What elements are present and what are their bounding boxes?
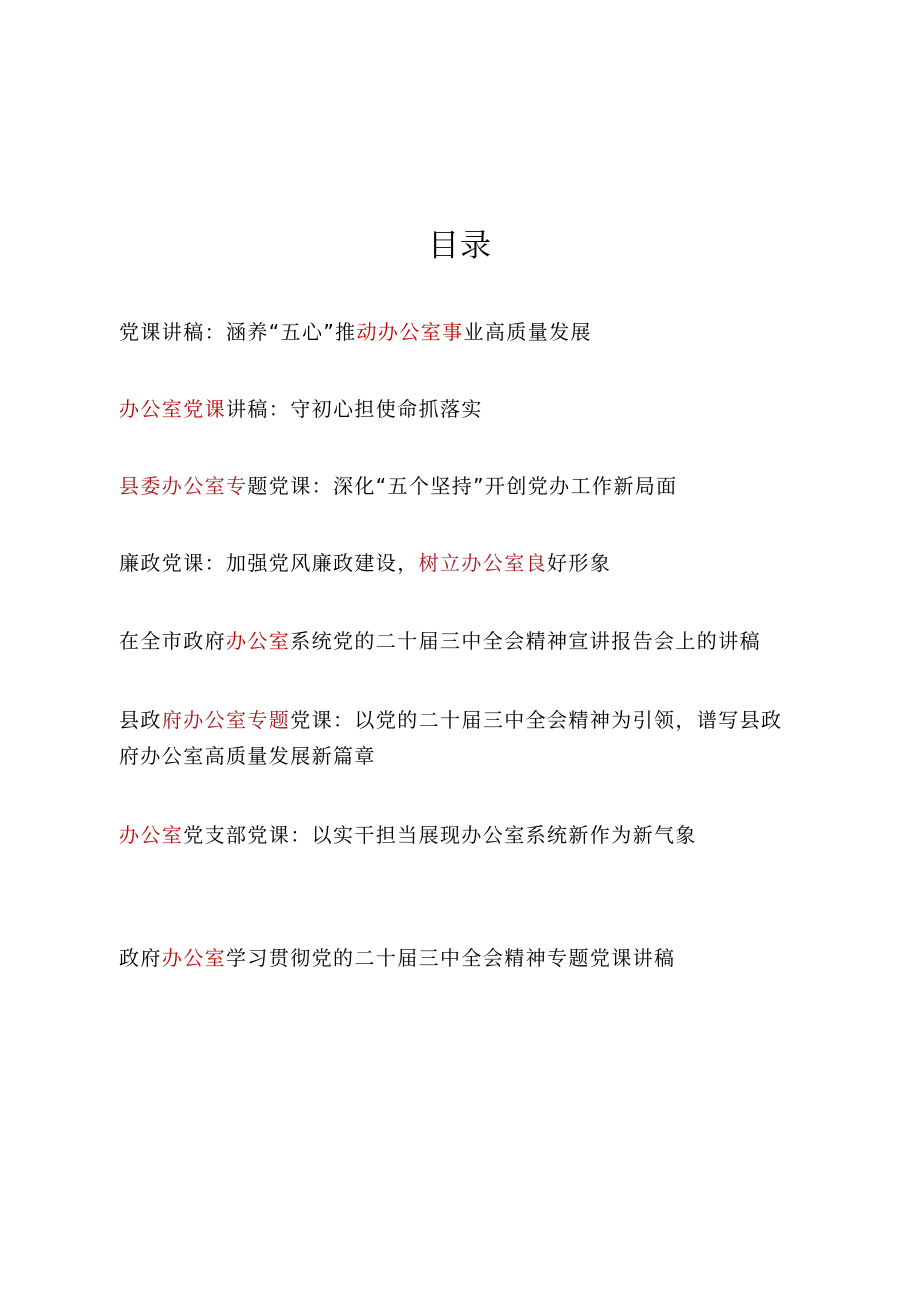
toc-item-text: 党课讲稿：涵养“五心”推 xyxy=(119,320,357,344)
toc-item-text: 党课：以党的二十届三中全会精神为引领，谱写县政府办公室高质量发展新篇章 xyxy=(119,708,783,768)
toc-item-text: 廉政党课：加强党风廉政建设， xyxy=(119,551,419,575)
toc-item-highlight: 动办公室事 xyxy=(356,320,464,344)
toc-item-highlight: 办公室 xyxy=(161,946,227,970)
toc-item-highlight: 办公室 xyxy=(119,823,184,847)
toc-item-highlight: 府办公室专题 xyxy=(161,708,291,732)
toc-item-text: 党支部党课：以实干担当展现办公室系统新作为新气象 xyxy=(183,823,697,847)
toc-item-7[interactable] xyxy=(119,817,809,853)
toc-item-3[interactable] xyxy=(119,468,809,504)
toc-item-text: 业高质量发展 xyxy=(463,320,592,344)
toc-item-text: 县政 xyxy=(119,708,162,732)
toc-item-highlight: 县委办公室专 xyxy=(119,474,248,498)
toc-item-text: 学习贯彻党的二十届三中全会精神专题党课讲稿 xyxy=(226,946,676,970)
toc-item-highlight: 办公室党课 xyxy=(119,397,226,421)
toc-item-text: 题党课：深化“五个坚持”开创党办工作新局面 xyxy=(247,474,678,498)
toc-item-text: 政府 xyxy=(119,946,162,970)
toc-item-text: 在全市政府 xyxy=(119,629,226,653)
toc-item-highlight: 办公室 xyxy=(226,629,291,653)
toc-item-5[interactable] xyxy=(119,623,809,659)
toc-item-8[interactable] xyxy=(119,940,809,976)
toc-item-text: 系统党的二十届三中全会精神宣讲报告会上的讲稿 xyxy=(290,629,762,653)
toc-item-text: 好形象 xyxy=(547,551,612,575)
toc-item-highlight: 树立办公室良 xyxy=(418,551,548,575)
toc-item-4[interactable] xyxy=(119,545,809,581)
toc-item-1[interactable] xyxy=(119,314,809,350)
toc-item-2[interactable] xyxy=(119,391,809,427)
page-title: 目录 xyxy=(428,228,492,264)
toc-item-text: 讲稿：守初心担使命抓落实 xyxy=(226,397,483,421)
toc-item-6[interactable] xyxy=(119,702,799,774)
